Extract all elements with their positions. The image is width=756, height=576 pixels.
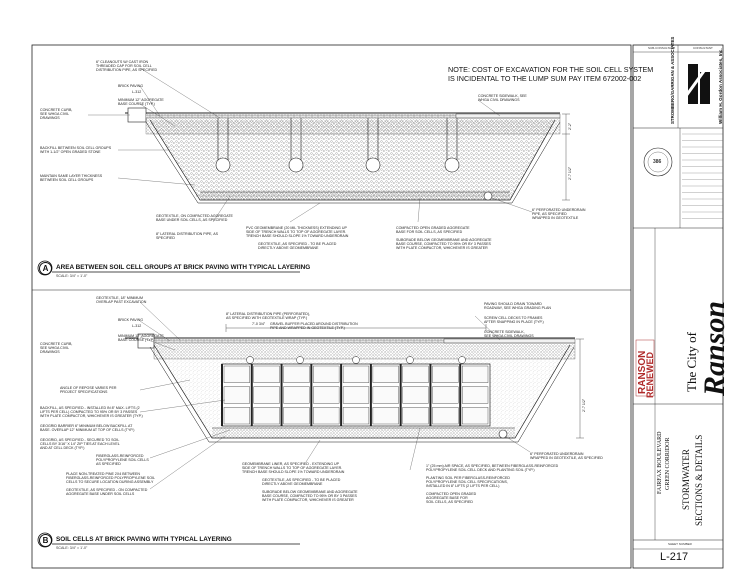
soil-cell (224, 407, 250, 424)
dim-b-width: 7'-0 3/4" (252, 322, 266, 326)
soil-cell (313, 387, 339, 404)
label-b-repose: ANGLE OF REPOSE VARIES PER PROJECT SPECIFICATIONS (60, 386, 117, 395)
soil-cell-post (370, 364, 372, 426)
label-b-backfill: BACKFILL, AS SPECIFIED - INSTALLED IN 8" MAX. LIFTS (2 LIFTS PER CELL) COMPACTED TO 95% OR BY 3 PASSES WITH PLATE COMPACTOR, WHICHEVER IS GREATER (TYP.) (40, 406, 143, 419)
distribution-pipe (297, 357, 304, 364)
soil-cell (403, 366, 429, 383)
section-a-badge: A (39, 262, 52, 275)
dim-b-depth: 2'-7 1/2" (582, 398, 586, 412)
city-prefix: The City of (684, 332, 699, 392)
section-a-title: AREA BETWEEN SOIL CELL GROUPS AT BRICK PAVING WITH TYPICAL LAYERING (56, 264, 311, 271)
dim-a-depth: 2'-7 1/2" (568, 166, 572, 180)
firm-name: William H. Gordon Associates, Inc. (718, 48, 723, 124)
label-a-pvc: PVC GEOMEMBRANE (20 MIL THICKNESS) EXTENDING UP SIDE OF TRENCH WALLS TO TOP OF AGGREGATE LAYER. TRENCH BASE SHOULD SLOPE 1% TOWARD UNDERDRAIN (246, 226, 349, 239)
distribution-pipe (407, 357, 414, 364)
label-a-curb: CONCRETE CURB, SEE WHGA CIVIL DRAWINGS (40, 108, 73, 121)
soil-cell-post (310, 364, 312, 426)
soil-cell (373, 407, 399, 424)
soil-cell (254, 407, 280, 424)
label-b-screw: SCREW CELL DECKS TO FRAMES AFTER SNAPPING IN PLACE (TYP.) (484, 316, 544, 325)
soil-cell-post (400, 364, 402, 426)
section-b-title: SOIL CELLS AT BRICK PAVING WITH TYPICAL LAYERING (56, 536, 232, 543)
distribution-pipe (247, 357, 254, 364)
soil-cell-post (459, 364, 461, 426)
soil-cell-post (251, 364, 253, 426)
label-b-sidewalk: CONCRETE SIDEWALK, SEE WHGA CIVIL DRAWINGS (484, 330, 534, 339)
label-b-subgrade: SUBGRADE BELOW GEOMEMBRANE AND AGGREGATE BASE COURSE, COMPACTED TO 95% OR BY 3 PASSES WITH PLATE COMPACTOR, WHICHEVER IS GREATER (262, 490, 358, 503)
sheet-number-label: SHEET NUMBER (668, 542, 692, 546)
consultant2-label: CONSULTANT (693, 46, 713, 50)
soil-cell (343, 407, 369, 424)
soil-cell (254, 387, 280, 404)
label-b-aggregate: MINIMUM 12" AGGREGATE BASE COURSE (TYP.) (118, 334, 164, 343)
soil-cell-post (340, 364, 342, 426)
sheet-title-1: STORMWATER (681, 449, 691, 510)
soil-cell (284, 407, 310, 424)
soil-cell (284, 366, 310, 383)
label-a-compacted: COMPACTED OPEN GRADED AGGREGATE BASE FOR SOIL CELLS, AS SPECIFIED (396, 226, 470, 235)
dim-a-depth2: 2'-2" (568, 122, 572, 130)
consultant-label: SUB-CONSULTANT (648, 46, 676, 50)
label-b-airspace: 1" (25 mm) AIR SPACE, AS SPECIFIED, BETWEEN FIBERGLASS-REINFORCED POLYPROPYLENE SOIL CELL DECK AND PLANTING SOIL (TYP.) (426, 464, 559, 473)
label-a-aggregate: MINIMUM 12" AGGREGATE BASE COURSE (TYP.) (118, 98, 164, 107)
label-b-brick: BRICK PAVING (118, 318, 144, 322)
label-b-geotextile-top: GEOTEXTILE, 18" MINIMUM OVERLAP PAST EXCAVATION (96, 296, 147, 305)
soil-cell (343, 366, 369, 383)
soil-cell (224, 366, 250, 383)
label-b-lateral: 8" LATERAL DISTRIBUTION PIPE (PERFORATED), AS SPECIFIED WITH GEOTEXTILE WRAP (TYP.) (226, 312, 311, 321)
distribution-pipe (353, 357, 360, 364)
city-name: Ranson (698, 300, 731, 396)
title-block-linework (633, 45, 723, 549)
label-b-geotextile-above: GEOTEXTILE, AS SPECIFIED - TO BE PLACED DIRECTLY ABOVE GEOMEMBRANE (262, 478, 341, 487)
project-line-2: GREEN CORRIDOR (665, 437, 671, 490)
soil-cell (373, 387, 399, 404)
label-a-cleanouts: 6" CLEANOUTS W/ CAST IRON THREADED CAP FOR SOIL CELL DISTRIBUTION PIPE, AS SPECIFIED (96, 60, 158, 73)
soil-cell (432, 366, 458, 383)
soil-cell-post (429, 364, 431, 426)
label-b-gravel: GRAVEL BUFFER PLACED AROUND DISTRIBUTION PIPE AND WRAPPED IN GEOTEXTILE (TYP.) (270, 322, 358, 331)
sheet-title-2: SECTIONS & DETAILS (694, 434, 704, 526)
label-a-underdrain: 6" PERFORATED UNDERDRAIN PIPE, AS SPECIFIED WRAPPED IN GEOTEXTILE (532, 208, 586, 221)
soil-cell (462, 407, 488, 424)
label-a-ref: L-312 (132, 90, 142, 94)
sheet-number: L-217 (660, 551, 689, 563)
soil-cell (403, 407, 429, 424)
label-b-compacted: COMPACTED OPEN GRADED AGGREGATE BASE FOR SOIL CELLS, AS SPECIFIED (426, 492, 477, 505)
soil-cell (284, 387, 310, 404)
soil-cell (462, 366, 488, 383)
soil-cell-post (281, 364, 283, 426)
label-b-geotextile-base: GEOTEXTILE, AS SPECIFIED - ON COMPACTED AGGREGATE BASE UNDER SOIL CELLS (66, 488, 148, 497)
project-line-1: FAIRFAX BOULEVARD (657, 431, 663, 494)
label-b-pine: PLACE NON-TREATED PINE 2X4 BETWEEN FIBERGLASS-REINFORCED POLYPROPYLENE SOIL CELLS TO SECURE LOCATION DURING ASSEMBLY (66, 472, 156, 485)
soil-cell (373, 366, 399, 383)
general-note: NOTE: COST OF EXCAVATION FOR THE SOIL CELL SYSTEM IS INCIDENTAL TO THE LUMP SUM PAY ITEM 672002-002 (448, 65, 654, 83)
section-b-scale: SCALE: 3/4" = 1'-0" (56, 546, 88, 550)
label-b-geogrid-barrier: GEOGRID BARRIER 6" MINIMUM BELOW BACKFILL AT BASE. OVERLAP 12" MINIMUM AT TOP OF CELLS (TYP.) (40, 424, 135, 433)
label-a-thickness: MAINTAIN SAME LAYER THICKNESS BETWEEN SOIL CELL GROUPS (40, 174, 103, 183)
label-a-lateral: 8" LATERAL DISTRIBUTION PIPE, AS SPECIFIED (156, 232, 218, 241)
soil-cell-post (221, 364, 223, 426)
label-a-backfill: BACKFILL BETWEEN SOIL CELL GROUPS WITH 1-1/2" OPEN GRADED STONE (40, 146, 112, 155)
distribution-pipe (459, 357, 466, 364)
label-b-planting: PLANTING SOIL PER FIBERGLASS-REINFORCED POLYPROPYLENE SOIL CELL SPECIFICATIONS, INSTALLED IN 8" LIFTS (2 LIFTS PER CELL) (426, 476, 510, 489)
soil-cell (313, 407, 339, 424)
label-a-brick: BRICK PAVING (118, 84, 144, 88)
section-a-scale: SCALE: 3/4" = 1'-0" (56, 274, 88, 278)
label-b-underdrain: 6" PERFORATED UNDERDRAIN WRAPPED IN GEOTEXTILE, AS SPECIFIED (530, 452, 603, 461)
logo-ranson: RANSON (637, 350, 648, 394)
label-b-fiberglass: FIBERGLASS-REINFORCED POLYPROPYLENE SOIL CELLS AS SPECIFIED (96, 454, 149, 467)
label-b-ref: L-312 (132, 324, 142, 328)
label-b-paving: PAVING SHOULD DRAIN TOWARD ROADWAY, SEE WHGA GRADING PLAN (484, 302, 552, 311)
firm-name-2: STROMBERG/GARRIGAN & ASSOCIATES (670, 36, 675, 124)
soil-cell (432, 407, 458, 424)
soil-cell (432, 387, 458, 404)
label-a-geotextile2: GEOTEXTILE, AS SPECIFIED - TO BE PLACED DIRECTLY ABOVE GEOMEMBRANE (258, 242, 337, 251)
soil-cell (224, 387, 250, 404)
label-a-subgrade: SUBGRADE BELOW GEOMEMBRANE AND AGGREGATE BASE COURSE, COMPACTED TO 95% OR BY 3 PASSES WITH PLATE COMPACTOR, WHICHEVER IS GREATER (396, 238, 492, 251)
label-a-sidewalk: CONCRETE SIDEWALK, SEE WHGA CIVIL DRAWINGS (478, 94, 527, 103)
soil-cell (254, 366, 280, 383)
logo-renewed: RENEWED (645, 351, 655, 398)
section-b-badge: B (39, 534, 52, 547)
label-a-geotextile: GEOTEXTILE, ON COMPACTED AGGREGATE BASE UNDER SOIL CELLS, AS SPECIFIED (156, 214, 233, 223)
soil-cell (313, 366, 339, 383)
soil-cell (462, 387, 488, 404)
seal-number: 386 (653, 159, 662, 165)
soil-cell (403, 387, 429, 404)
label-b-liner: GEOMEMBRANE LINER, AS SPECIFIED - EXTENDING UP SIDE OF TRENCH WALLS TO TOP OF AGGREGATE LAYER. TRENCH BASE SHOULD SLOPE 1% TOWARD UNDERDRAIN (242, 462, 345, 475)
label-b-curb: CONCRETE CURB, SEE WHGA CIVIL DRAWINGS (40, 342, 73, 355)
label-b-geogrid: GEOGRID, AS SPECIFIED - SECURED TO SOIL CELLS BY 3/16" X 14" ZIP TIES AT EACH LEVEL AND AT CELL DECK (TYP.) (40, 438, 120, 451)
soil-cell (343, 387, 369, 404)
